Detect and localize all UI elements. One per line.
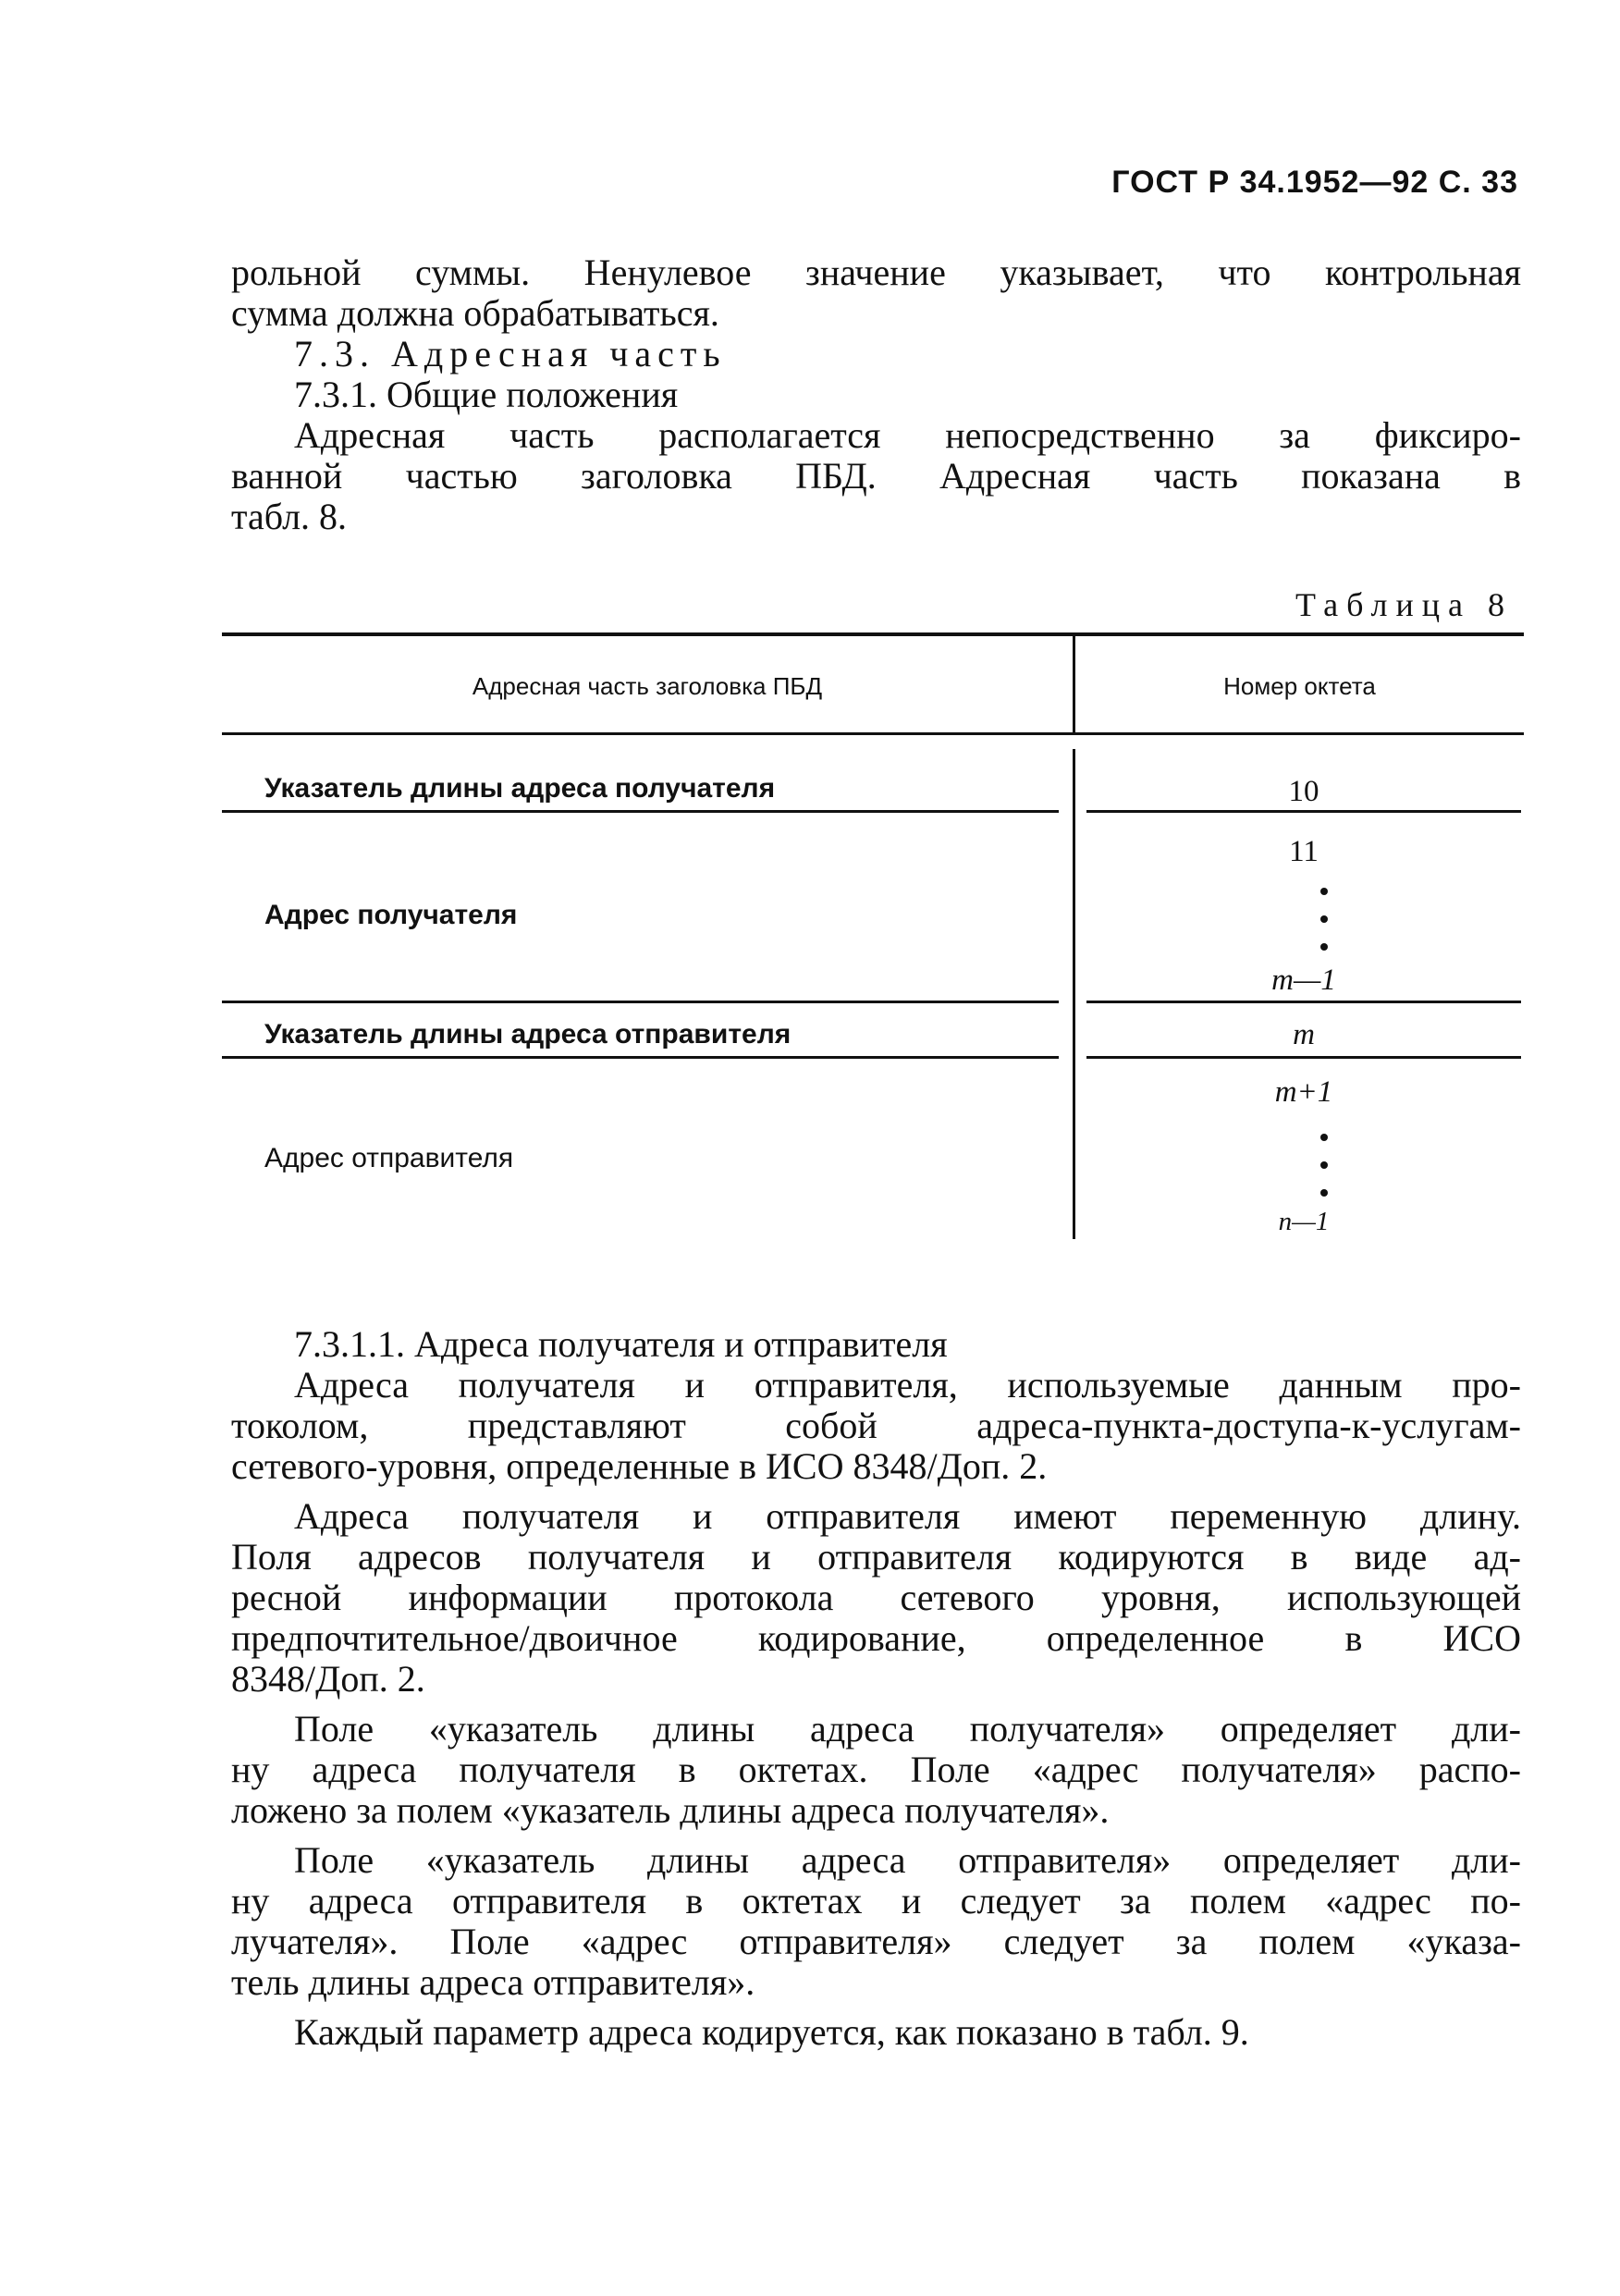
body-line: лучателя». Поле «адрес отправителя» следует за полем «указа- xyxy=(231,1921,1521,1962)
section-heading-7-3-1-1: 7.3.1.1. Адреса получателя и отправителя xyxy=(294,1323,948,1365)
row2-label: Адрес получателя xyxy=(264,900,518,930)
body-divider xyxy=(1073,749,1075,1239)
body-line: тель длины адреса отправителя». xyxy=(231,1961,755,2003)
body-line: ложено за полем «указатель длины адреса получателя». xyxy=(231,1789,1110,1831)
ellipsis-dot xyxy=(1320,943,1328,951)
body-line: предпочтительное/двоичное кодирование, определенное в ИСО xyxy=(231,1617,1521,1659)
row2-octet-last: m—1 xyxy=(1271,964,1336,997)
row3-label: Указатель длины адреса отправителя xyxy=(264,1019,792,1050)
col2-header: Номер октета xyxy=(1223,672,1376,700)
row3-rule-left xyxy=(222,1056,1059,1059)
header-bottom-rule xyxy=(222,732,1524,735)
running-head: ГОСТ Р 34.1952—92 С. 33 xyxy=(1111,165,1518,200)
col1-header: Адресная часть заголовка ПБД xyxy=(472,672,823,700)
ellipsis-dot xyxy=(1320,915,1328,923)
para1-line-2: ванной частью заголовка ПБД. Адресная часть показана в xyxy=(231,455,1521,497)
ellipsis-dot xyxy=(1320,1189,1328,1197)
section-heading-7-3: 7.3. Адресная часть xyxy=(294,333,727,374)
body-line: ну адреса отправителя в октетах и следует за полем «адрес по- xyxy=(231,1880,1521,1922)
body-line: 8348/Доп. 2. xyxy=(231,1658,425,1700)
para1-line-1: Адресная часть располагается непосредственно за фиксиро- xyxy=(294,414,1521,456)
row3-rule-right xyxy=(1086,1056,1521,1059)
body-line: Поле «указатель длины адреса получателя» определяет дли- xyxy=(294,1708,1521,1750)
section-heading-7-3-1: 7.3.1. Общие положения xyxy=(294,374,679,415)
row2-octet-first: 11 xyxy=(1289,835,1319,868)
row2-rule-right xyxy=(1086,1001,1521,1003)
body-line: сетевого-уровня, определенные в ИСО 8348/Доп. 2. xyxy=(231,1445,1048,1487)
row1-label: Указатель длины адреса получателя xyxy=(264,773,776,804)
intro-line-1: рольной суммы. Ненулевое значение указывает, что контрольная xyxy=(231,252,1521,293)
row4-octet-first: m+1 xyxy=(1274,1075,1333,1109)
para1-line-3: табл. 8. xyxy=(231,496,348,537)
body-line: Адреса получателя и отправителя имеют переменную длину. xyxy=(294,1495,1521,1537)
body-line: ну адреса получателя в октетах. Поле «адрес получателя» распо- xyxy=(231,1749,1521,1790)
intro-line-2: сумма должна обрабатываться. xyxy=(231,292,719,334)
ellipsis-dot xyxy=(1320,888,1328,895)
row1-rule-right xyxy=(1086,810,1521,813)
body-line: Поле «указатель длины адреса отправителя» определяет дли- xyxy=(294,1839,1521,1881)
body-line: Каждый параметр адреса кодируется, как показано в табл. 9. xyxy=(294,2011,1249,2053)
row4-octet-last: n—1 xyxy=(1278,1207,1330,1236)
body-line: Поля адресов получателя и отправителя кодируются в виде ад- xyxy=(231,1536,1521,1578)
ellipsis-dot xyxy=(1320,1161,1328,1169)
row2-rule-left xyxy=(222,1001,1059,1003)
ellipsis-dot xyxy=(1320,1134,1328,1141)
row3-octet: m xyxy=(1293,1018,1315,1051)
body-line: токолом, представляют собой адреса-пункта-доступа-к-услугам- xyxy=(231,1405,1521,1446)
row1-rule-left xyxy=(222,810,1059,813)
table-top-rule xyxy=(222,632,1524,636)
body-line: Адреса получателя и отправителя, используемые данным про- xyxy=(294,1364,1521,1406)
table-caption: Таблица 8 xyxy=(1295,586,1513,623)
body-line: ресной информации протокола сетевого уровня, использующей xyxy=(231,1577,1521,1618)
row4-label: Адрес отправителя xyxy=(264,1143,514,1173)
row1-octet: 10 xyxy=(1288,775,1319,808)
